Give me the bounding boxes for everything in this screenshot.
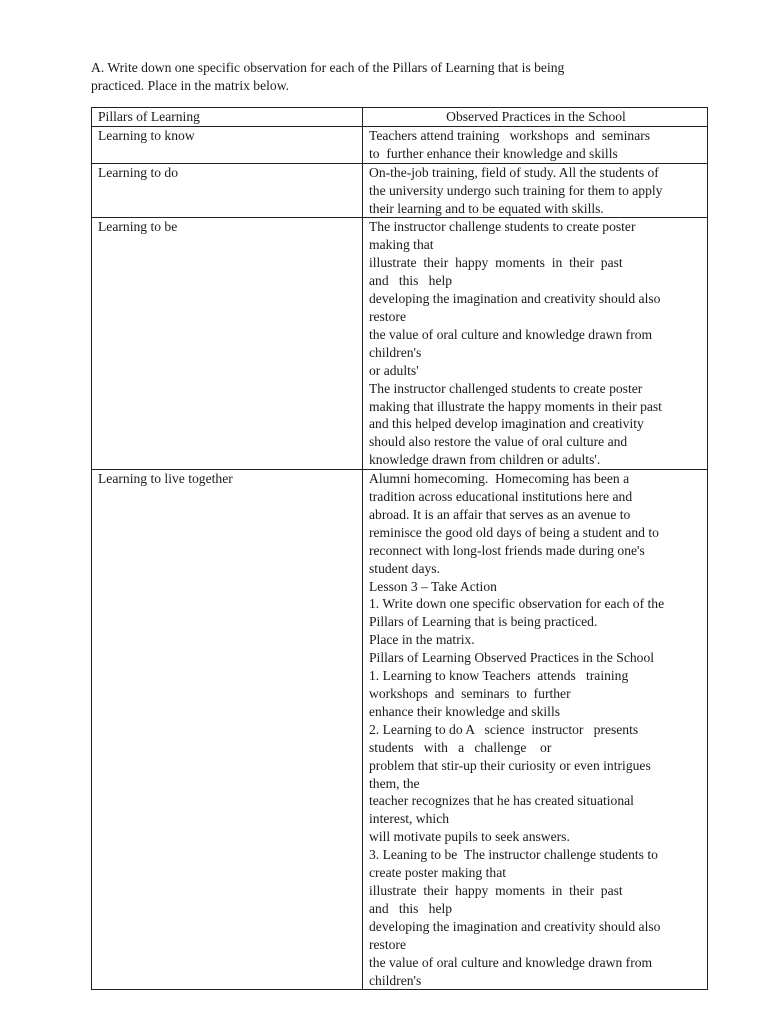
practice-line: create poster making that: [369, 865, 507, 881]
practice-line: workshops and seminars to further: [369, 686, 571, 701]
practice-line: the university undergo such training for them to apply: [369, 182, 663, 198]
practice-line: developing the imagination and creativity should also: [369, 291, 661, 307]
header-pillars: Pillars of Learning: [92, 108, 363, 127]
practice-line: restore: [369, 308, 406, 324]
pillar-cell: Learning to be: [92, 218, 363, 470]
practice-line: Pillars of Learning that is being practiced.: [369, 614, 598, 630]
table-header-row: [92, 108, 708, 127]
practice-line: developing the imagination and creativity should also: [369, 918, 661, 934]
practice-line: interest, which: [369, 811, 450, 827]
practice-line: or adults': [369, 362, 419, 378]
practice-line: abroad. It is an affair that serves as an avenue to: [369, 506, 631, 522]
practice-line: and this helped develop imagination and creativity: [369, 416, 644, 432]
practice-line: reconnect with long-lost friends made during one's: [369, 542, 645, 558]
practice-line: The instructor challenge students to create poster: [369, 219, 636, 235]
practice-line: and this help: [369, 273, 453, 289]
practice-line: the value of oral culture and knowledge drawn from: [369, 326, 653, 342]
practice-line: 2. Learning to do A science instructor presents: [369, 721, 639, 737]
table-row-learning-to-know: [92, 126, 708, 163]
practice-line: knowledge drawn from children or adults'.: [369, 452, 601, 468]
practice-line: tradition across educational institutions here and: [369, 489, 633, 505]
practice-line: problem that stir-up their curiosity or even intrigues: [369, 757, 651, 773]
practice-line: The instructor challenged students to create poster: [369, 380, 643, 396]
table-body: [92, 126, 708, 990]
practice-line: 1. Write down one specific observation for each of the: [369, 596, 665, 612]
practice-line: children's: [369, 344, 422, 360]
table-row-learning-to-live-together: [92, 470, 708, 990]
practice-line: teacher recognizes that he has created situational: [369, 793, 634, 809]
practice-line: restore: [369, 936, 406, 952]
practice-line: Lesson 3 – Take Action: [369, 578, 497, 594]
practice-line: their learning and to be equated with skills.: [369, 200, 604, 216]
practice-line: enhance their knowledge and skills: [369, 703, 561, 719]
pillar-cell: Learning to do: [92, 163, 363, 218]
pillar-cell: Learning to know: [92, 126, 363, 163]
practice-cell: [363, 126, 708, 163]
practice-line: illustrate their happy moments in their past: [369, 255, 623, 271]
practice-line: Place in the matrix.: [369, 632, 475, 648]
table-row-learning-to-do: [92, 163, 708, 218]
practice-line: reminisce the good old days of being a student and to: [369, 524, 659, 540]
practice-line: Alumni homecoming. Homecoming has been a: [369, 471, 630, 487]
practice-line: students with a challenge or: [369, 739, 552, 755]
practice-line: to further enhance their knowledge and skills: [369, 145, 618, 161]
practice-line: making that: [369, 237, 434, 253]
practice-line: Pillars of Learning Observed Practices in the School: [369, 650, 655, 666]
practice-line: the value of oral culture and knowledge drawn from: [369, 954, 653, 970]
practice-line: should also restore the value of oral culture and: [369, 434, 628, 450]
practice-line: 3. Leaning to be The instructor challenge students to: [369, 847, 658, 863]
practice-cell: [363, 218, 708, 470]
practice-line: them, the: [369, 775, 420, 791]
practice-line: On-the-job training, field of study. All the students of: [369, 164, 659, 180]
practice-cell: [363, 470, 708, 990]
practice-line: and this help: [369, 900, 453, 916]
practice-line: illustrate their happy moments in their past: [369, 882, 623, 898]
practice-line: Teachers attend training workshops and seminars: [369, 127, 651, 143]
practice-line: making that illustrate the happy moments in their past: [369, 398, 662, 414]
pillars-matrix-table: [91, 107, 708, 990]
header-observed-practices: Observed Practices in the School: [363, 108, 708, 127]
practice-line: will motivate pupils to seek answers.: [369, 829, 570, 845]
table-row-learning-to-be: [92, 218, 708, 470]
practice-line: 1. Learning to know Teachers attends training: [369, 668, 629, 684]
practice-line: student days.: [369, 560, 440, 576]
practice-line: children's: [369, 972, 422, 988]
practice-cell: [363, 163, 708, 218]
pillar-cell: Learning to live together: [92, 470, 363, 990]
instructions-text: A. Write down one specific observation for each of the Pillars of Learning that is being practiced. Place in the matrix below.: [91, 60, 565, 93]
